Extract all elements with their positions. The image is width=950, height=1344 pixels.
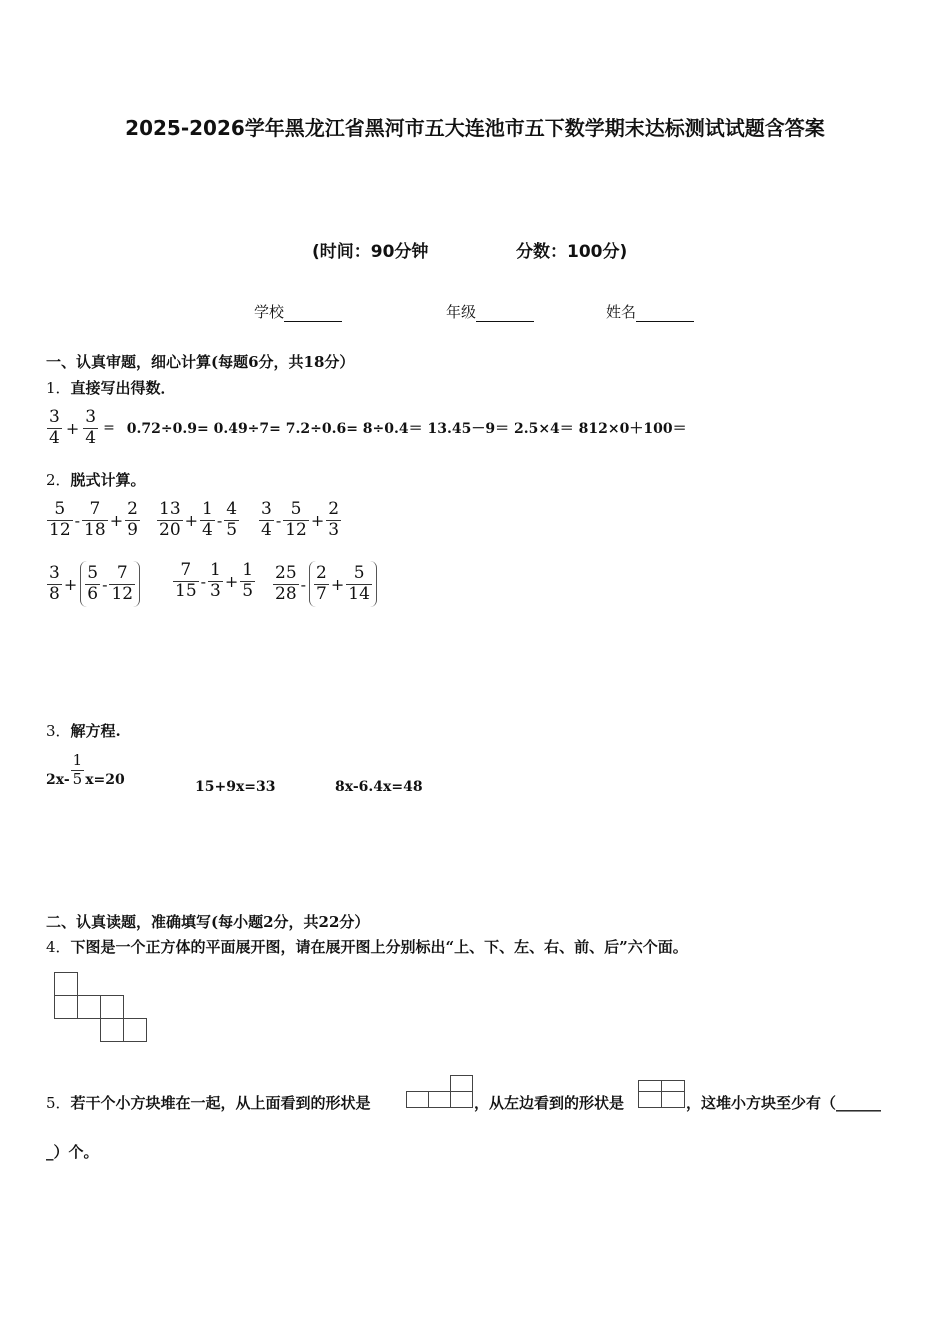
- q2-expr-1: $\frac{5}{12}$ - $\frac{7}{18}$ + $\frac{2}{9}$: [49, 499, 138, 540]
- q2-expr-5: $\frac{7}{15}$ - $\frac{1}{3}$ + $\frac{1}{5}$: [175, 560, 254, 601]
- q2-expr-3: $\frac{3}{4}$ - $\frac{5}{12}$ + $\frac{2}{3}$: [261, 499, 340, 540]
- q1-frac-a: $\frac{3}{4}$: [49, 407, 60, 448]
- q2-expr-4: $\frac{3}{8}$ + $\frac{5}{6}$ - $\frac{7}{12}$: [46, 561, 142, 607]
- grade-label: 年级: [446, 303, 477, 321]
- exam-score: 分数：100分): [516, 242, 628, 262]
- q2-number: 2．: [46, 471, 71, 489]
- q5-text-2-wrap: ，从左边看到的形状是: [474, 1094, 625, 1112]
- question-4: [46, 936, 688, 957]
- question-3: [46, 720, 121, 741]
- q1-frac-b: $\frac{3}{4}$: [85, 407, 97, 448]
- q1-items: 0.72÷0.9= 0.49÷7= 7.2÷0.6= 8÷0.4＝ 13.45－9＝ 2.5×4＝ 812×0＋100＝: [126, 421, 687, 438]
- school-field[interactable]: [254, 301, 342, 322]
- school-label: 学校: [254, 303, 285, 321]
- section-2-heading: 二、认真读题，准确填写(每小题2分，共22分）: [46, 913, 370, 931]
- q3-equation-2: 15+9x=33: [195, 779, 276, 795]
- question-2: [46, 469, 146, 490]
- q2-expr-6: $\frac{25}{28}$ - $\frac{2}{7}$ + $\frac{5}{14}$: [272, 561, 379, 607]
- q3-number: 3．: [46, 722, 71, 740]
- question-5: [46, 1092, 371, 1113]
- q3-text: 解方程.: [70, 722, 121, 740]
- q2-text: 脱式计算。: [70, 471, 146, 489]
- q2-expr-2: $\frac{13}{20}$ + $\frac{1}{4}$ - $\frac{4}{5}$: [159, 499, 238, 540]
- q5-text-4-wrap: _）个。: [46, 1143, 99, 1161]
- q1-number: 1．: [46, 379, 71, 397]
- q1-text: 直接写出得数．: [70, 379, 176, 397]
- q3-equation-3: 8x-6.4x=48: [335, 779, 423, 795]
- q4-text: 下图是一个正方体的平面展开图，请在展开图上分别标出“上、下、左、右、前、后”六个面。: [70, 938, 688, 956]
- exam-time: (时间：90分钟: [312, 242, 429, 262]
- q5-number: 5．: [46, 1094, 71, 1112]
- grade-field[interactable]: [446, 301, 534, 322]
- question-1: [46, 377, 176, 398]
- section-1-heading: 一、认真审题，细心计算(每题6分，共18分）: [46, 353, 355, 371]
- name-field[interactable]: [606, 301, 694, 322]
- name-label: 姓名: [606, 303, 637, 321]
- q5-text-1: 若干个小方块堆在一起，从上面看到的形状是: [70, 1094, 371, 1112]
- q4-number: 4．: [46, 938, 71, 956]
- page-title: 2025-2026学年黑龙江省黑河市五大连池市五下数学期末达标测试试题含答案: [125, 116, 825, 140]
- q5-text-3-wrap: ，这堆小方块至少有（______: [686, 1094, 882, 1112]
- q1-expression: $\frac{3}{4}$ + $\frac{3}{4}$ = 0.72÷0.9= 0.49÷7= 7.2÷0.6= 8÷0.4＝ 13.45－9＝ 2.5×4＝ 812×0＋100＝: [49, 407, 687, 448]
- q3-equation-1: 2x- $\frac{1}{5}$ x=20: [46, 751, 125, 788]
